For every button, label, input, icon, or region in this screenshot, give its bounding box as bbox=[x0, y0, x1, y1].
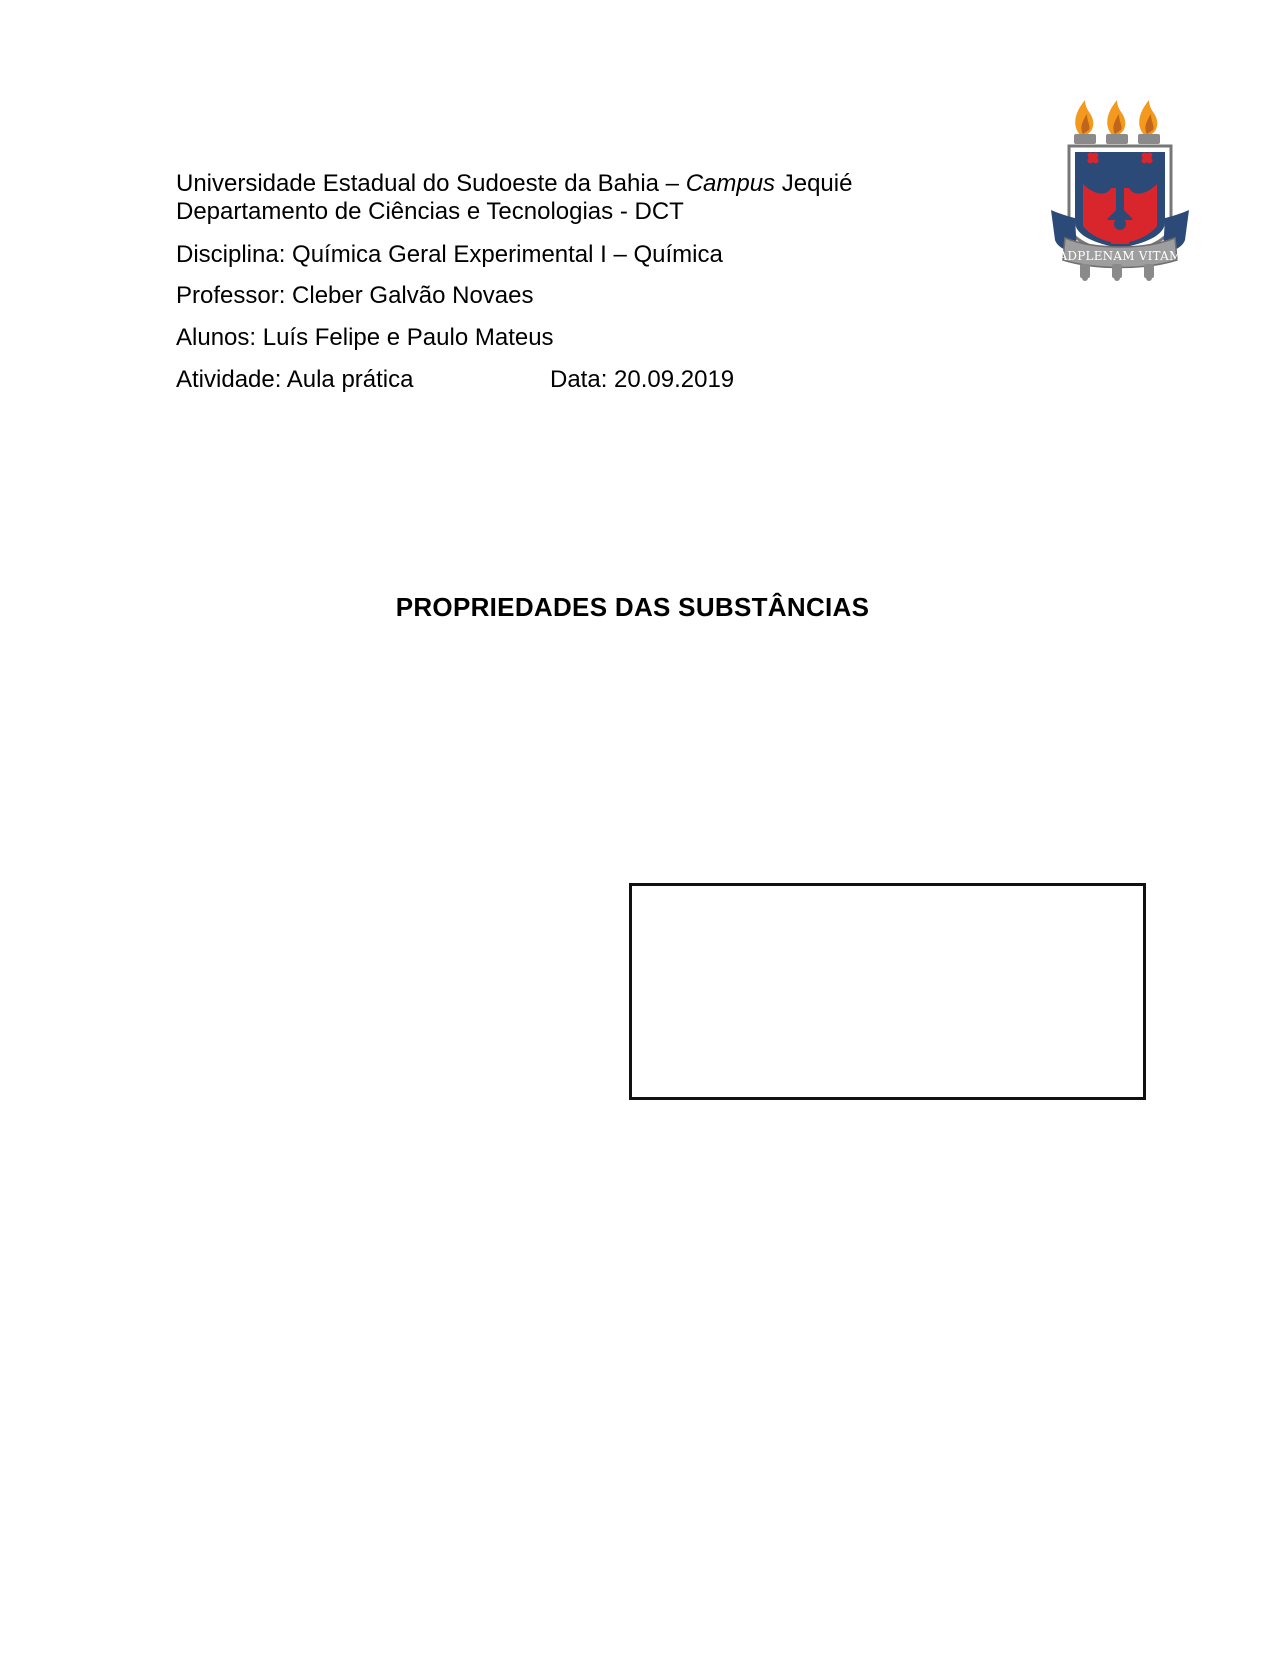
empty-bordered-box bbox=[629, 883, 1146, 1100]
activity-line: Atividade: Aula prática bbox=[176, 366, 414, 393]
discipline-line: Disciplina: Química Geral Experimental I – Química bbox=[176, 241, 723, 268]
department-line: Departamento de Ciências e Tecnologias - DCT bbox=[176, 198, 684, 225]
campus-word: Campus bbox=[685, 170, 776, 197]
university-crest-logo bbox=[1045, 92, 1195, 282]
university-name: Universidade Estadual do Sudoeste da Bahia – bbox=[176, 170, 686, 197]
campus-city: Jequié bbox=[775, 170, 853, 197]
date-line: Data: 20.09.2019 bbox=[550, 366, 735, 393]
professor-line: Professor: Cleber Galvão Novaes bbox=[176, 282, 534, 309]
document-title: PROPRIEDADES DAS SUBSTÂNCIAS bbox=[395, 592, 870, 622]
university-line bbox=[176, 170, 852, 198]
students-line: Alunos: Luís Felipe e Paulo Mateus bbox=[176, 324, 554, 351]
motto-text: ADPLENAM VITAM bbox=[1058, 249, 1182, 263]
